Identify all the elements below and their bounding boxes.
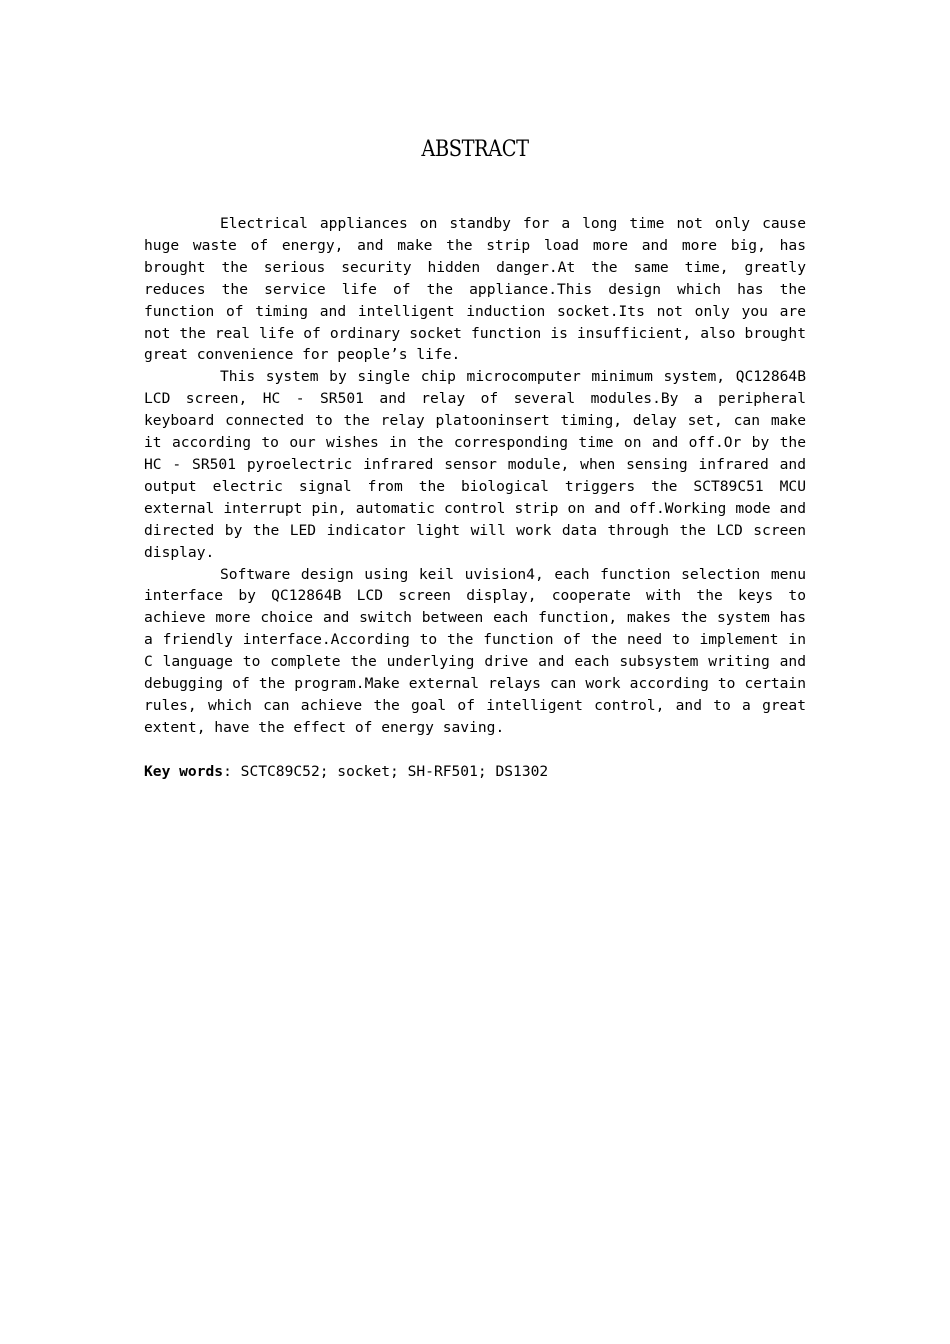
abstract-title: ABSTRACT xyxy=(421,137,529,162)
keywords-line xyxy=(144,761,806,783)
abstract-paragraph-1: Electrical appliances on standby for a long time not only cause huge waste of energy, and make the strip load more and more big, has brought the serious security hidden danger.At the same time, greatly reduces the service life of the appliance.This design which has the function of timing and intelligent induction socket.Its not only you are not the real life of ordinary socket function is insufficient, also brought great convenience for people’s life. xyxy=(144,215,806,364)
abstract-paragraph-3: Software design using keil uvision4, each function selection menu interface by QC12864B LCD screen display, cooperate with the keys to achieve more choice and switch between each function, makes the system has a friendly interface.According to the function of the need to implement in C language to complete the underlying drive and each subsystem writing and debugging of the program.Make external relays can work according to certain rules, which can achieve the goal of intelligent control, and to a great extent, have the effect of energy saving. xyxy=(144,565,806,736)
keywords-separator: : xyxy=(223,762,241,780)
keywords-label: Key words xyxy=(144,762,224,780)
abstract-body xyxy=(144,213,806,783)
keywords-value: SCTC89C52; socket; SH-RF501; DS1302 xyxy=(240,762,549,780)
abstract-paragraph-2: This system by single chip microcomputer minimum system, QC12864B LCD screen, HC - SR501 and relay of several modules.By a peripheral keyboard connected to the relay platooninsert timing, delay set, can make it according to our wishes in the corresponding time on and off.Or by the HC - SR501 pyroelectric infrared sensor module, when sensing infrared and output electric signal from the biological triggers the SCT89C51 MCU external interrupt pin, automatic control strip on and off.Working mode and directed by the LED indicator light will work data through the LCD screen display. xyxy=(144,368,806,561)
